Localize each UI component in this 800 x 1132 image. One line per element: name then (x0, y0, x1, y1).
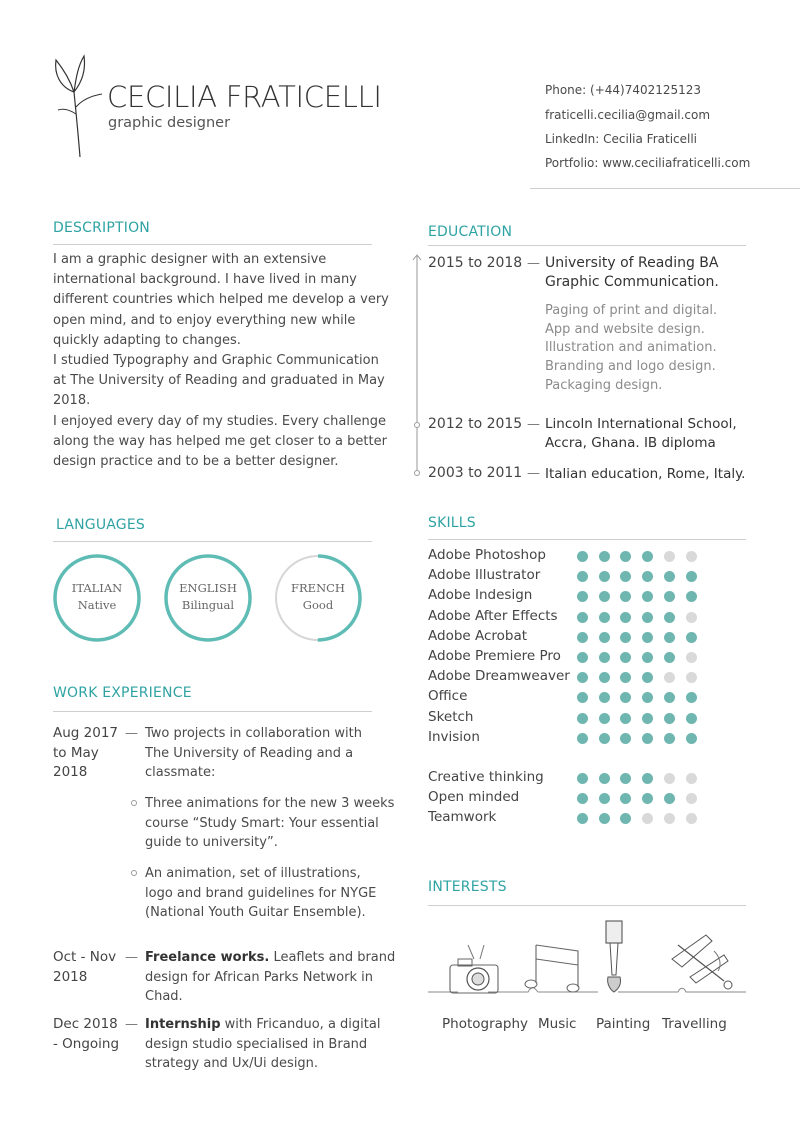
rating-dot-filled (620, 713, 631, 724)
rating-dot-filled (620, 571, 631, 582)
interests-illustration (428, 915, 746, 995)
languages-rule (53, 541, 372, 542)
rating-dot-filled (664, 591, 675, 602)
rating-dot-filled (686, 733, 697, 744)
rating-dot-filled (686, 692, 697, 703)
rating-dot-filled (664, 793, 675, 804)
rating-dot-filled (642, 733, 653, 744)
rating-dot-filled (642, 773, 653, 784)
rating-dot-filled (577, 733, 588, 744)
job1-dash: — (125, 726, 138, 741)
rating-dot-filled (664, 632, 675, 643)
language-italian: ITALIAN Native (71, 581, 123, 612)
rating-dot-filled (664, 652, 675, 663)
contact-portfolio[interactable]: Portfolio: www.ceciliafraticelli.com (545, 156, 751, 170)
education-title: EDUCATION (428, 224, 513, 240)
rating-dot-filled (642, 713, 653, 724)
skill-soft-1: Open minded (428, 789, 520, 806)
skill-software-2: Adobe Indesign (428, 587, 533, 604)
languages-title: LANGUAGES (56, 517, 145, 533)
rating-dot-empty (686, 612, 697, 623)
job2-dash: — (125, 950, 138, 965)
rating-dot-filled (577, 793, 588, 804)
rating-dot-filled (642, 591, 653, 602)
skill-software-3: Adobe After Effects (428, 607, 558, 624)
rating-dot-filled (686, 713, 697, 724)
rating-dot-filled (599, 733, 610, 744)
rating-dot-filled (599, 773, 610, 784)
rating-dot-filled (577, 652, 588, 663)
skill-soft-0: Creative thinking (428, 769, 544, 785)
rating-dot-filled (664, 713, 675, 724)
language-english: ENGLISH Bilingual (179, 581, 237, 612)
job3-date: Dec 2018 - Ongoing (53, 1016, 120, 1052)
description-text: I am a graphic designer with an extensive international background. I have lived in many different countries which helped me develop a very open mind, and to enjoy everything new while quickly adapting to changes. I studied Typography and Graphic Communication at The University of Reading and graduated in May 2018. I enjoyed every day of my studies. Every challenge along the way has helped me get closer to a better design practice and to be a better designer. (53, 252, 389, 470)
rating-dot-filled (686, 591, 697, 602)
edu1-dash: — (527, 256, 540, 271)
skill-software-0: Adobe Photoshop (428, 547, 546, 563)
job1-bullet2: An animation, set of illustrations, logo and brand guidelines for NYGE (National Youth Guitar Ensemble). (145, 866, 377, 920)
tulip-logo-icon (50, 52, 110, 162)
rating-dot-filled (577, 571, 588, 582)
interest-photography: Photography (442, 1016, 529, 1032)
rating-dot-empty (686, 652, 697, 663)
rating-dot-filled (642, 793, 653, 804)
rating-dot-filled (620, 692, 631, 703)
airplane-icon (672, 935, 732, 989)
contact-phone[interactable]: Phone: (+44)7402125123 (545, 83, 702, 97)
rating-dot-filled (577, 632, 588, 643)
job2-description: Freelance works. Leaflets and brand design for African Parks Network in Chad. (145, 950, 396, 1004)
edu3-title: Italian education, Rome, Italy. (545, 466, 746, 482)
language-french: FRENCH Good (291, 581, 345, 612)
interest-music: Music (538, 1016, 577, 1032)
edu1-details: Paging of print and digital. App and website design. Illustration and animation. Branding and logo design. Packaging design. (545, 303, 718, 393)
rating-dot-empty (686, 773, 697, 784)
rating-dot-filled (599, 692, 610, 703)
rating-dot-filled (642, 632, 653, 643)
rating-dot-filled (620, 591, 631, 602)
bullet-icon (131, 800, 137, 806)
job2-date: Oct - Nov 2018 (53, 949, 117, 985)
rating-dot-filled (620, 793, 631, 804)
rating-dot-filled (599, 571, 610, 582)
candidate-name: CECILIA FRATICELLI (107, 80, 382, 114)
rating-dot-filled (599, 591, 610, 602)
rating-dot-filled (620, 652, 631, 663)
rating-dot-filled (599, 612, 610, 623)
skill-software-6: Adobe Dreamweaver (428, 668, 570, 685)
rating-dot-filled (642, 652, 653, 663)
rating-dot-filled (577, 551, 588, 562)
contact-email[interactable]: fraticelli.cecilia@gmail.com (545, 108, 711, 122)
rating-dot-filled (664, 571, 675, 582)
interest-painting: Painting (596, 1016, 651, 1032)
job1-bullet1: Three animations for the new 3 weeks course “Study Smart: Your essential guide to university”. (145, 796, 395, 850)
job1-description: Two projects in collaboration with The University of Reading and a classmate: (145, 726, 362, 780)
rating-dot-filled (599, 672, 610, 683)
edu1-years: 2015 to 2018 (428, 255, 523, 271)
rating-dot-filled (620, 612, 631, 623)
rating-dot-filled (642, 612, 653, 623)
edu2-years: 2012 to 2015 (428, 416, 523, 432)
rating-dot-filled (642, 672, 653, 683)
rating-dot-empty (686, 813, 697, 824)
header-divider (530, 188, 800, 189)
rating-dot-filled (620, 672, 631, 683)
interests-rule (428, 905, 746, 906)
rating-dot-filled (577, 612, 588, 623)
edu3-dash: — (527, 466, 540, 481)
rating-dot-empty (664, 551, 675, 562)
music-note-icon (525, 945, 579, 992)
rating-dot-filled (577, 591, 588, 602)
rating-dot-filled (599, 793, 610, 804)
work-rule (53, 711, 372, 712)
rating-dot-empty (664, 672, 675, 683)
rating-dot-filled (686, 632, 697, 643)
edu1-title: University of Reading BA Graphic Communication. (545, 255, 719, 290)
rating-dot-filled (620, 733, 631, 744)
camera-icon (450, 945, 498, 993)
rating-dot-filled (599, 813, 610, 824)
rating-dot-filled (620, 813, 631, 824)
rating-dot-filled (599, 713, 610, 724)
skills-title: SKILLS (428, 515, 476, 531)
description-rule (53, 244, 372, 245)
skill-software-8: Sketch (428, 708, 474, 725)
rating-dot-filled (664, 692, 675, 703)
edu2-dash: — (527, 417, 540, 432)
candidate-role: graphic designer (108, 115, 231, 131)
rating-dot-empty (664, 813, 675, 824)
rating-dot-empty (664, 773, 675, 784)
interests-title: INTERESTS (428, 879, 507, 895)
rating-dot-filled (599, 652, 610, 663)
skill-software-4: Adobe Acrobat (428, 627, 528, 644)
education-timeline (410, 252, 424, 478)
skill-soft-2: Teamwork (428, 809, 497, 826)
contact-linkedin[interactable]: LinkedIn: Cecilia Fraticelli (545, 132, 698, 146)
rating-dot-filled (577, 773, 588, 784)
rating-dot-filled (577, 813, 588, 824)
rating-dot-filled (642, 692, 653, 703)
rating-dot-filled (620, 551, 631, 562)
edu2-title: Lincoln International School, Accra, Ghana. IB diploma (545, 416, 737, 451)
skills-rule (428, 539, 746, 540)
skill-software-1: Adobe Illustrator (428, 567, 541, 584)
rating-dot-filled (620, 632, 631, 643)
skill-software-9: Invision (428, 728, 480, 745)
interest-travelling: Travelling (662, 1016, 727, 1032)
rating-dot-filled (664, 733, 675, 744)
education-rule (428, 245, 746, 246)
rating-dot-filled (686, 571, 697, 582)
rating-dot-empty (686, 551, 697, 562)
paint-brush-icon (606, 921, 622, 992)
description-title: DESCRIPTION (53, 220, 150, 236)
rating-dot-filled (577, 672, 588, 683)
rating-dot-filled (577, 713, 588, 724)
job1-date: Aug 2017 to May 2018 (53, 725, 119, 780)
rating-dot-filled (642, 571, 653, 582)
work-title: WORK EXPERIENCE (53, 685, 192, 701)
rating-dot-filled (599, 632, 610, 643)
job3-dash: — (125, 1017, 138, 1032)
rating-dot-empty (686, 793, 697, 804)
skill-software-5: Adobe Premiere Pro (428, 648, 561, 664)
rating-dot-filled (577, 692, 588, 703)
edu3-years: 2003 to 2011 (428, 465, 523, 481)
rating-dot-filled (620, 773, 631, 784)
rating-dot-filled (642, 551, 653, 562)
rating-dot-empty (686, 672, 697, 683)
job3-description: Internship with Fricanduo, a digital design studio specialised in Brand strategy and Ux/Ui design. (145, 1017, 381, 1071)
skill-software-7: Office (428, 688, 468, 705)
rating-dot-empty (642, 813, 653, 824)
bullet-icon (131, 870, 137, 876)
rating-dot-filled (664, 612, 675, 623)
rating-dot-filled (599, 551, 610, 562)
